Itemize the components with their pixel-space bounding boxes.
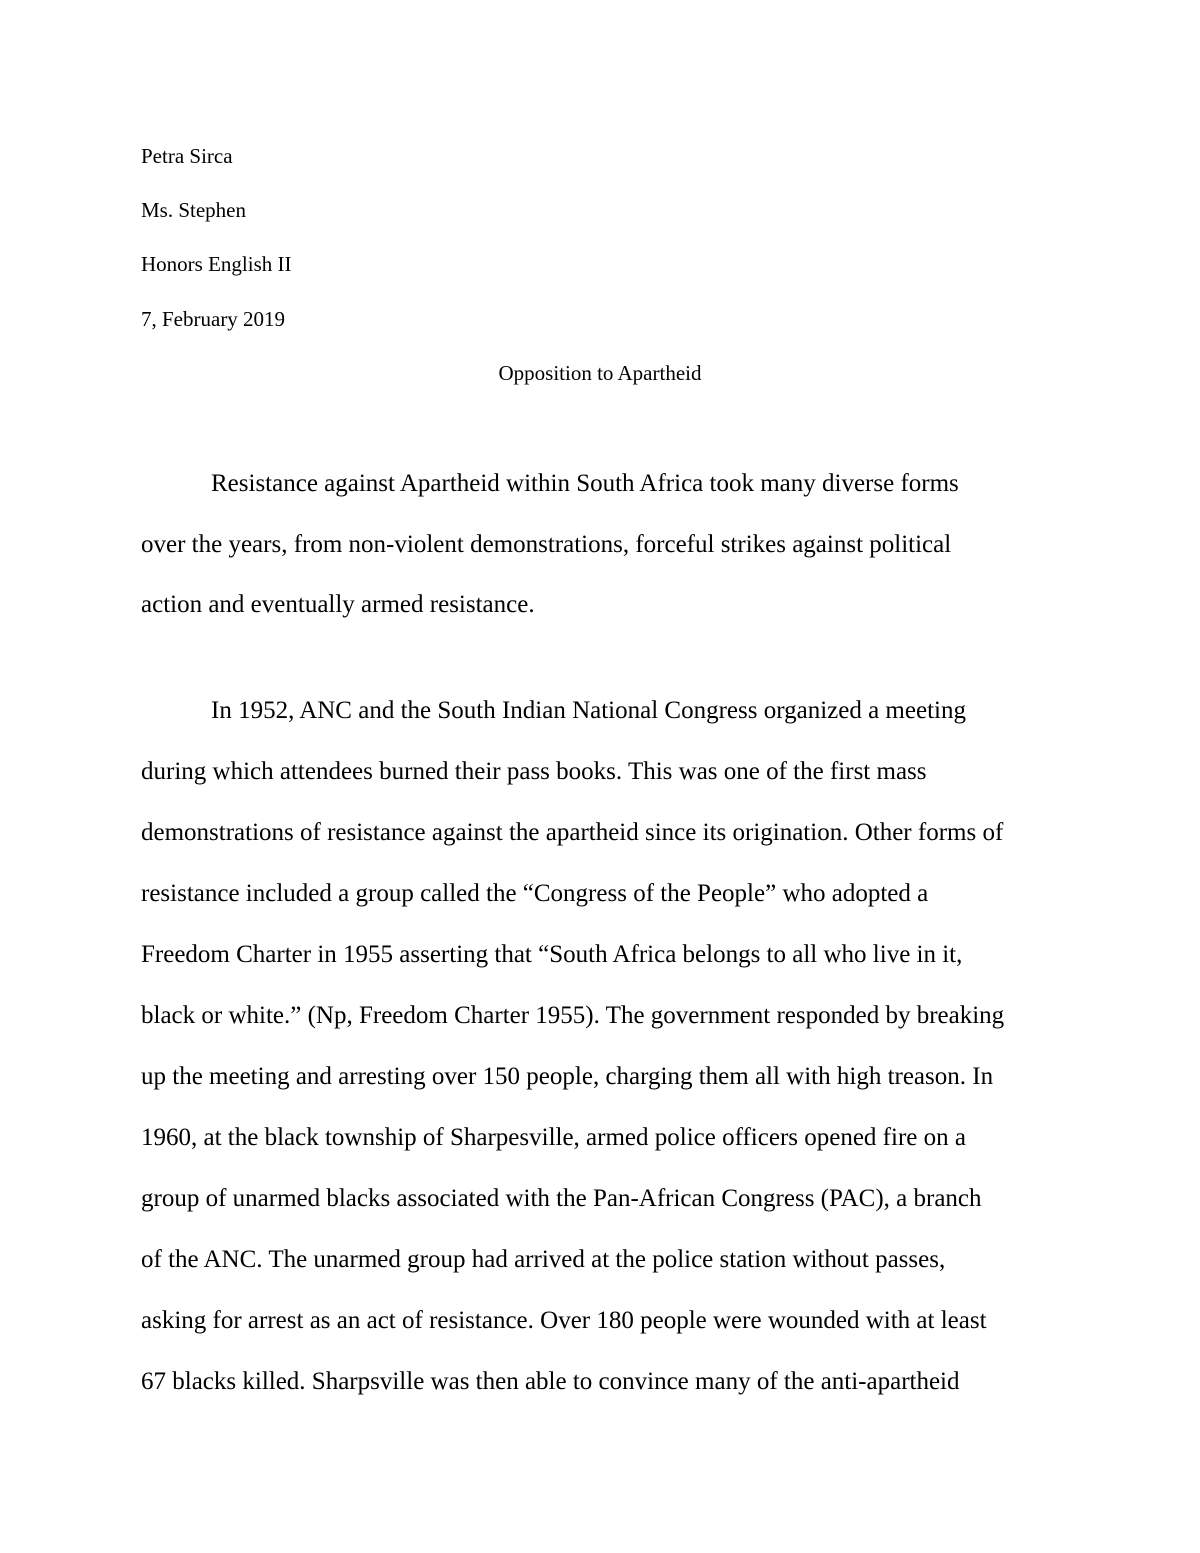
course-name: Honors English II: [141, 252, 292, 276]
paragraph-line: Freedom Charter in 1955 asserting that “South Africa belongs to all who live in it,: [141, 941, 963, 968]
paragraph-line: of the ANC. The unarmed group had arrived at the police station without passes,: [141, 1246, 946, 1273]
paragraph-line: 67 blacks killed. Sharpsville was then able to convince many of the anti-apartheid: [141, 1368, 960, 1395]
paragraph-line: black or white.” (Np, Freedom Charter 1955). The government responded by breaking: [141, 1002, 1005, 1029]
paragraph-line: asking for arrest as an act of resistance. Over 180 people were wounded with at least: [141, 1307, 987, 1334]
paragraph-line: resistance included a group called the “Congress of the People” who adopted a: [141, 880, 929, 907]
paragraph-line: over the years, from non-violent demonstrations, forceful strikes against political: [141, 531, 952, 558]
paragraph-line: group of unarmed blacks associated with the Pan-African Congress (PAC), a branch: [141, 1185, 982, 1212]
paragraph-line: Resistance against Apartheid within South Africa took many diverse forms: [211, 470, 959, 497]
paragraph-line: In 1952, ANC and the South Indian National Congress organized a meeting: [211, 697, 966, 724]
document-title: Opposition to Apartheid: [498, 361, 702, 385]
paragraph-line: demonstrations of resistance against the apartheid since its origination. Other forms of: [141, 819, 1004, 846]
author-name: Petra Sirca: [141, 144, 233, 168]
paragraph-line: action and eventually armed resistance.: [141, 591, 535, 618]
paragraph-line: during which attendees burned their pass books. This was one of the first mass: [141, 758, 927, 785]
paragraph-line: up the meeting and arresting over 150 people, charging them all with high treason. In: [141, 1063, 994, 1090]
paragraph-line: 1960, at the black township of Sharpesville, armed police officers opened fire on a: [141, 1124, 966, 1151]
teacher-name: Ms. Stephen: [141, 198, 246, 222]
date-line: 7, February 2019: [141, 307, 286, 331]
